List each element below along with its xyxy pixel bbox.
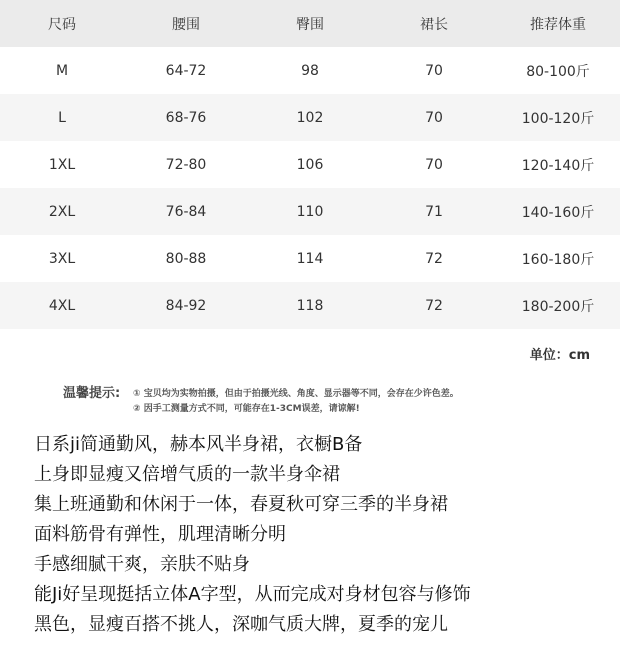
description-line: 上身即显瘦又倍增气质的一款半身伞裙 [34,464,340,485]
length-cell: 71 [425,203,443,220]
size-cell: 2XL [48,203,76,220]
length-cell: 72 [425,250,443,267]
description-line: 面料筋骨有弹性，肌理清晰分明 [34,524,286,545]
size-cell: 1XL [48,156,76,173]
table-row [0,94,620,141]
waist-cell: 64-72 [165,62,207,79]
length-cell: 70 [425,156,443,173]
header-length: 裙长 [420,16,448,33]
header-size: 尺码 [48,16,76,33]
weight-cell: 160-180斤 [521,251,595,268]
table-row [0,282,620,329]
header-hip: 臀围 [296,16,324,33]
description-line: 能Ji好呈现挺括立体A字型，从而完成对身材包容与修饰 [34,584,471,605]
size-cell: L [58,109,66,126]
hip-cell: 110 [296,203,324,220]
size-table [0,0,620,329]
waist-cell: 80-88 [165,250,207,267]
notice-title: 温馨提示: [63,386,121,401]
hip-cell: 118 [296,297,324,314]
header-weight: 推荐体重 [530,16,586,33]
length-cell: 70 [425,62,443,79]
table-row [0,235,620,282]
waist-cell: 84-92 [165,297,207,314]
unit-label: 单位：cm [529,348,590,363]
table-row [0,188,620,235]
weight-cell: 120-140斤 [521,157,595,174]
table-row [0,141,620,188]
hip-cell: 106 [296,156,324,173]
size-cell: 3XL [48,250,76,267]
length-cell: 72 [425,297,443,314]
notice-line: ① 宝贝均为实物拍摄，但由于拍摄光线、角度、显示器等不同，会存在少许色差。 [133,389,459,399]
size-cell: M [55,62,69,79]
description-line: 集上班通勤和休闲于一体，春夏秋可穿三季的半身裙 [34,494,448,515]
length-cell: 70 [425,109,443,126]
hip-cell: 98 [301,62,319,79]
hip-cell: 102 [296,109,324,126]
description-line: 黑色，显瘦百搭不挑人，深咖气质大牌，夏季的宠儿 [34,614,448,635]
size-cell: 4XL [48,297,76,314]
table-header-row [0,0,620,47]
notice-line: ② 因手工测量方式不同，可能存在1-3CM误差，请谅解! [133,404,360,414]
table-row [0,47,620,94]
description-line: 日系ji简通勤风，赫本风半身裙，衣橱B备 [34,434,363,455]
waist-cell: 68-76 [165,109,207,126]
weight-cell: 100-120斤 [521,110,595,127]
weight-cell: 180-200斤 [521,298,595,315]
waist-cell: 76-84 [165,203,207,220]
header-waist: 腰围 [172,16,200,33]
hip-cell: 114 [296,250,324,267]
description-line: 手感细腻干爽，亲肤不贴身 [34,554,250,575]
waist-cell: 72-80 [165,156,207,173]
weight-cell: 140-160斤 [521,204,595,221]
weight-cell: 80-100斤 [526,63,590,80]
product-description [34,430,471,640]
